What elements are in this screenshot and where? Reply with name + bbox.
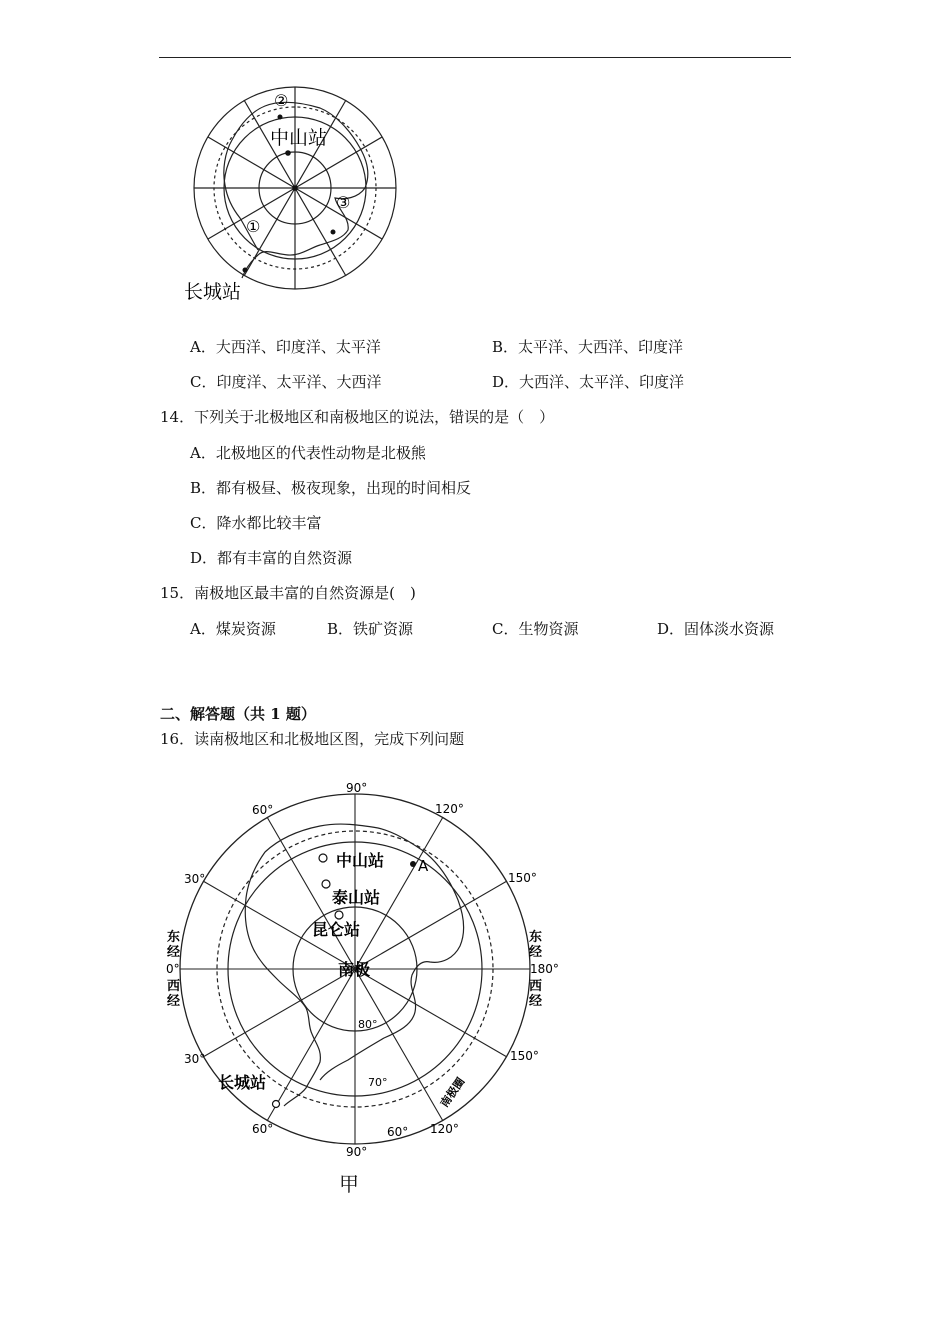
deg-60-top: 60° (252, 803, 274, 817)
q13-option-c[interactable] (190, 372, 382, 392)
option-text: 都有丰富的自然资源 (217, 549, 353, 567)
option-text: 太平洋、大西洋、印度洋 (518, 338, 684, 356)
zhongshan-label: 中山站 (270, 127, 328, 149)
zhongshan-symbol (319, 854, 327, 862)
option-letter: B． (190, 479, 217, 497)
changcheng-label: 长城站 (218, 1073, 267, 1092)
kunlun-symbol (335, 911, 343, 919)
q13-option-b[interactable] (492, 337, 683, 357)
q15-option-c[interactable] (492, 619, 579, 639)
option-text: 大西洋、太平洋、印度洋 (519, 373, 685, 391)
west-long-left: 西经 (167, 979, 181, 1009)
q15-option-a[interactable] (190, 619, 276, 639)
changcheng-label: 长城站 (184, 281, 242, 303)
q15-option-b[interactable] (327, 619, 413, 639)
figure-caption: 甲 (339, 1172, 359, 1196)
q13-option-a[interactable] (190, 337, 381, 357)
option-letter: D． (657, 620, 685, 638)
option-letter: C． (190, 514, 217, 532)
deg-70: 70° (368, 1076, 388, 1089)
option-letter: B． (492, 338, 519, 356)
zhongshan-label: 中山站 (336, 851, 385, 870)
deg-120-bottom: 120° (430, 1122, 459, 1136)
option-letter: D． (492, 373, 520, 391)
option-text: 印度洋、太平洋、大西洋 (216, 373, 382, 391)
top-rule (159, 57, 791, 58)
option-text: 煤炭资源 (215, 620, 276, 638)
option-text: 都有极昼、极夜现象，出现的时间相反 (216, 479, 472, 497)
south-pole-label: 南极 (338, 960, 371, 979)
q14-stem: 14．下列关于北极地区和南极地区的说法，错误的是（ ） (160, 408, 555, 426)
kunlun-label: 昆仑站 (312, 920, 361, 939)
antarctic-circle-label: 南极圈 (437, 1075, 468, 1110)
deg-150-top: 150° (508, 871, 537, 885)
map-antarctica-small (170, 80, 410, 315)
deg-30-top: 30° (184, 872, 206, 886)
zhongshan-dot (285, 150, 291, 156)
point-a-label: A (418, 857, 429, 875)
deg-90-top: 90° (346, 781, 368, 795)
changcheng-symbol (273, 1101, 280, 1108)
q15-option-d[interactable] (657, 619, 774, 639)
changcheng-dot (243, 268, 248, 273)
option-letter: A． (190, 620, 216, 638)
map-antarctica-large (160, 770, 580, 1200)
deg-60-circle: 60° (387, 1125, 409, 1139)
section-heading: 二、解答题（共 1 题） (160, 705, 316, 723)
option-text: 铁矿资源 (353, 620, 414, 638)
deg-80: 80° (358, 1018, 378, 1031)
deg-180: 180° (530, 962, 559, 976)
taishan-label: 泰山站 (332, 888, 381, 907)
deg-60-bottom: 60° (252, 1122, 274, 1136)
q14-option-b[interactable] (190, 478, 471, 498)
option-text: 固体淡水资源 (684, 620, 775, 638)
marker-2: ② (274, 91, 289, 110)
q16-stem: 16．读南极地区和北极地区图，完成下列问题 (160, 730, 465, 748)
east-long-right: 东经 (529, 930, 543, 960)
marker-3: ③ (336, 193, 351, 212)
option-text: 生物资源 (518, 620, 579, 638)
option-letter: A． (190, 338, 216, 356)
deg-0: 0° (166, 962, 180, 976)
option-letter: B． (327, 620, 354, 638)
option-text: 降水都比较丰富 (216, 514, 322, 532)
deg-150-bottom: 150° (510, 1049, 539, 1063)
option-letter: D． (190, 549, 218, 567)
marker-1: ① (246, 217, 261, 236)
q13-option-d[interactable] (492, 372, 684, 392)
option-letter: A． (190, 444, 216, 462)
option-text: 北极地区的代表性动物是北极熊 (215, 444, 426, 462)
deg-120-top: 120° (435, 802, 464, 816)
east-long-left: 东经 (167, 930, 181, 960)
deg-30-bottom: 30° (184, 1052, 206, 1066)
q14-option-a[interactable] (190, 443, 426, 463)
option-letter: C． (492, 620, 519, 638)
q14-option-d[interactable] (190, 548, 352, 568)
deg-90-bottom: 90° (346, 1145, 368, 1159)
taishan-symbol (322, 880, 330, 888)
q15-stem: 15．南极地区最丰富的自然资源是( ) (160, 584, 416, 602)
point-a-dot (410, 861, 416, 867)
west-long-right: 西经 (529, 979, 543, 1009)
q14-option-c[interactable] (190, 513, 322, 533)
option-letter: C． (190, 373, 217, 391)
option-text: 大西洋、印度洋、太平洋 (215, 338, 381, 356)
